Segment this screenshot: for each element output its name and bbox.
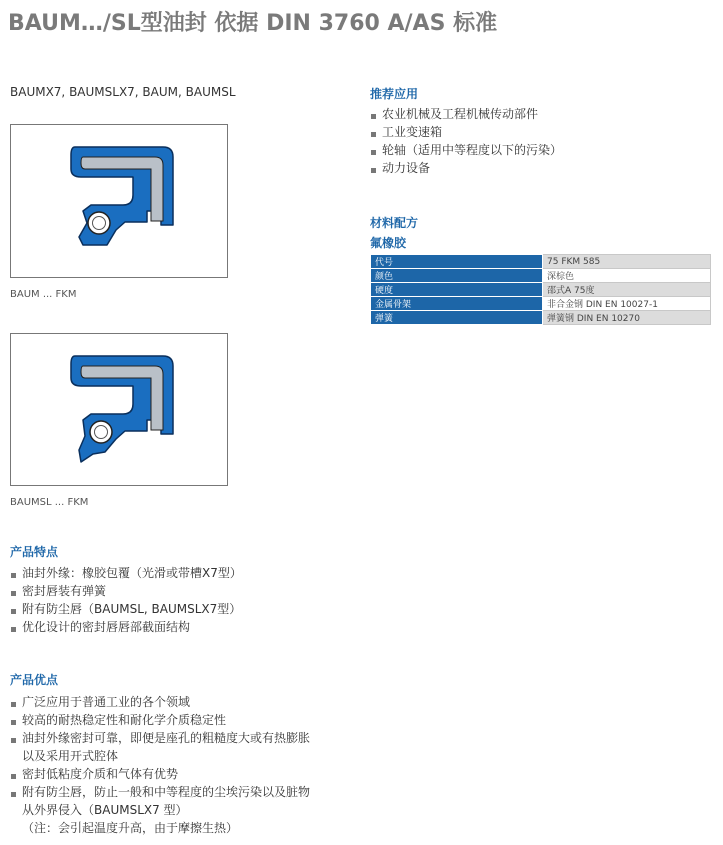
figure-baumsl [10,333,228,486]
table-row [371,297,711,311]
list-item: 优化设计的密封唇唇部截面结构 [10,618,242,636]
material-value: 弹簧钢 DIN EN 10270 [543,311,711,325]
material-value: 非合金钢 DIN EN 10027-1 [543,297,711,311]
list-item [10,711,310,729]
list-item [10,729,310,765]
list-item-text: 广泛应用于普通工业的各个领域 [22,695,191,709]
list-item: 农业机械及工程机械传动部件 [370,105,562,123]
list-item: 附有防尘唇（BAUMSL, BAUMSLX7型） [10,600,242,618]
table-row [371,283,711,297]
list-item-text: 从外界侵入（BAUMSLX7 型） [22,803,188,817]
list-item: 工业变速箱 [370,123,562,141]
material-table [370,254,711,325]
material-subtitle: 氟橡胶 [370,236,407,250]
list-item-text: 油封外缘密封可靠，即便是座孔的粗糙度大或有热膨胀 [22,731,311,745]
material-title: 材料配方 [370,216,419,230]
figure-baum [10,124,228,278]
variant-list: BAUMX7, BAUMSLX7, BAUM, BAUMSL [10,85,236,99]
list-item [10,693,310,711]
advantages-list [10,693,310,837]
list-item-text: 附有防尘唇，防止一般和中等程度的尘埃污染以及脏物 [22,785,311,799]
list-item: 密封唇装有弹簧 [10,582,242,600]
material-key: 颜色 [371,269,543,283]
features-title: 产品特点 [10,545,59,559]
list-item: 动力设备 [370,159,562,177]
list-item: 油封外缘：橡胶包覆（光滑或带槽X7型） [10,564,242,582]
material-value: 深棕色 [543,269,711,283]
seal-cross-section-baum-icon [11,125,229,279]
material-value: 邵式A 75度 [543,283,711,297]
list-item-text: 较高的耐热稳定性和耐化学介质稳定性 [22,713,227,727]
list-item: 轮轴（适用中等程度以下的污染） [370,141,562,159]
material-key: 弹簧 [371,311,543,325]
figure-caption-baumsl: BAUMSL ... FKM [10,497,89,508]
material-key: 代号 [371,255,543,269]
figure-caption-baum: BAUM ... FKM [10,289,77,300]
features-list [10,564,242,636]
list-item [10,765,310,783]
list-item [10,783,310,837]
table-row [371,269,711,283]
seal-cross-section-baumsl-icon [11,334,229,487]
advantages-title: 产品优点 [10,673,59,687]
list-item-text: 密封低粘度介质和气体有优势 [22,767,179,781]
material-value: 75 FKM 585 [543,255,711,269]
list-item-text: 以及采用开式腔体 [22,749,119,763]
applications-title: 推荐应用 [370,87,419,101]
applications-list [370,105,562,177]
material-key: 硬度 [371,283,543,297]
table-row [371,255,711,269]
list-item-text: （注：会引起温度升高，由于摩擦生热） [22,821,239,835]
page-title: BAUM…/SL型油封 依据 DIN 3760 A/AS 标准 [8,11,498,36]
table-row [371,311,711,325]
material-key: 金属骨架 [371,297,543,311]
